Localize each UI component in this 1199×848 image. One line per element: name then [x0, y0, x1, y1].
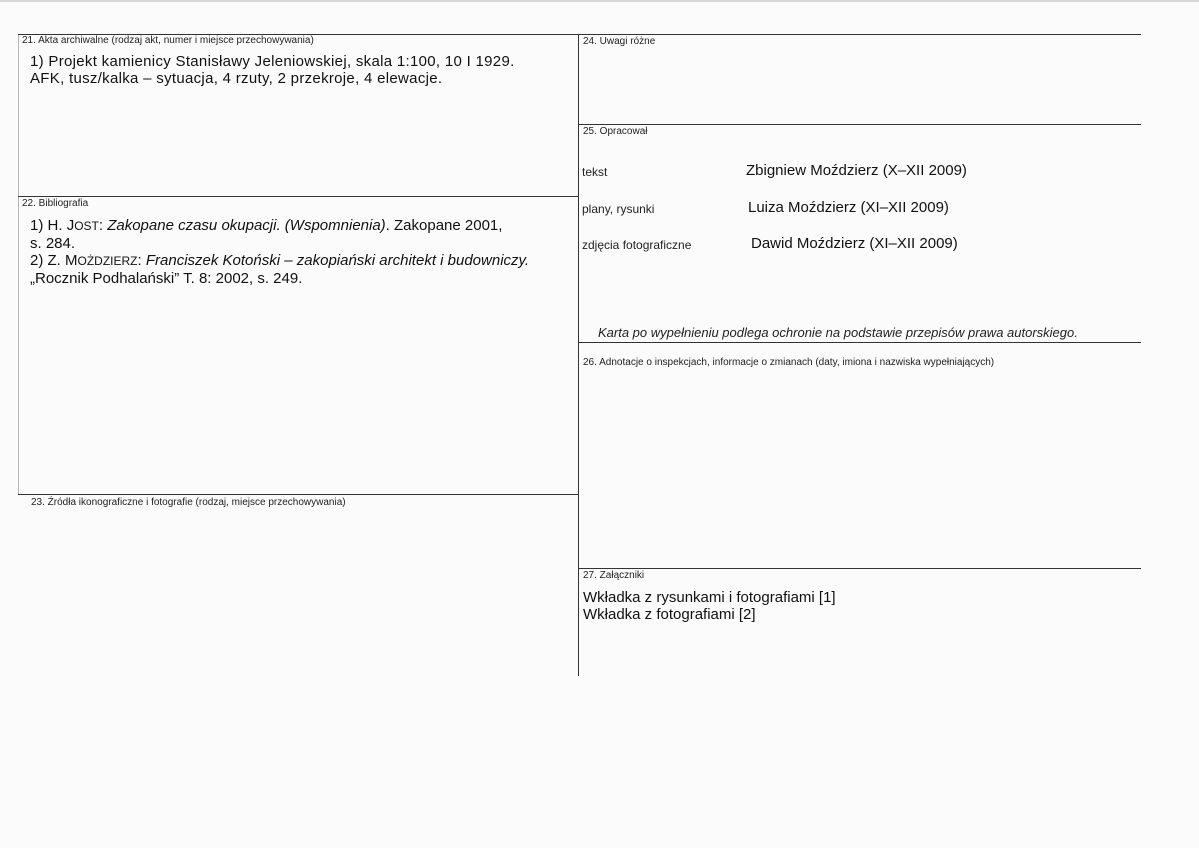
section21-line1: 1) Projekt kamienicy Stanisławy Jeleniowskiej, skala 1:100, 10 I 1929. — [30, 53, 515, 70]
section26-label: 26. Adnotacje o inspekcjach, informacje o zmianach (daty, imiona i nazwiska wypełniających) — [583, 357, 995, 368]
section21-line2: AFK, tusz/kalka – sytuacja, 4 rzuty, 2 przekroje, 4 elewacje. — [30, 70, 443, 87]
bibliography-entry-2 — [30, 252, 529, 270]
section24-label: 24. Uwagi różne — [583, 36, 656, 47]
author-row-label-drawings: plany, rysunki — [582, 202, 655, 216]
section27-label: 27. Załączniki — [583, 570, 645, 581]
section22-label: 22. Bibliografia — [22, 198, 89, 209]
divider-left-edge — [18, 34, 19, 494]
divider-section26 — [578, 342, 1141, 343]
divider-section23 — [18, 494, 578, 495]
bibliography-entry-1 — [30, 217, 502, 235]
scan-edge — [0, 0, 1199, 2]
entry2-prefix: 2) Z. — [30, 252, 66, 269]
bibliography-entry-1-line2: s. 284. — [30, 235, 76, 252]
section23-label: 23. Źródła ikonograficzne i fotografie (rodzaj, miejsce przechowywania) — [31, 497, 346, 508]
bibliography-entry-2-line2: „Rocznik Podhalański” T. 8: 2002, s. 249. — [30, 270, 303, 287]
divider-section22 — [18, 196, 578, 197]
divider-section25 — [578, 124, 1141, 125]
divider-center-vertical — [578, 34, 579, 676]
entry1-rest: . Zakopane 2001, — [385, 217, 503, 234]
author-row-label-photos: zdjęcia fotograficzne — [582, 238, 692, 252]
entry2-colon: : — [137, 252, 146, 269]
entry1-prefix: 1) H. — [30, 217, 67, 234]
entry1-author-small: OST — [74, 219, 99, 233]
entry1-author-cap: J — [66, 217, 75, 234]
author-row-value-photos: Dawid Moździerz (XI–XII 2009) — [751, 235, 958, 252]
copyright-note: Karta po wypełnieniu podlega ochronie na podstawie przepisów prawa autorskiego. — [598, 325, 1078, 340]
entry1-colon: : — [98, 217, 108, 234]
divider-top-right — [578, 34, 1141, 35]
entry2-author-cap: M — [65, 252, 78, 269]
entry2-title: Franciszek Kotoński – zakopiański architekt i budowniczy. — [145, 252, 530, 269]
author-row-value-text: Zbigniew Moździerz (X–XII 2009) — [746, 162, 967, 179]
entry2-author-small: OŻDZIERZ — [77, 254, 138, 268]
author-row-label-text: tekst — [582, 165, 608, 179]
attachment-item-1: Wkładka z rysunkami i fotografiami [1] — [583, 589, 836, 606]
section21-label: 21. Akta archiwalne (rodzaj akt, numer i miejsce przechowywania) — [22, 35, 314, 46]
divider-section27 — [578, 568, 1141, 569]
section25-label: 25. Opracował — [583, 126, 648, 137]
attachment-item-2: Wkładka z fotografiami [2] — [583, 606, 756, 623]
author-row-value-drawings: Luiza Moździerz (XI–XII 2009) — [748, 199, 949, 216]
entry1-title: Zakopane czasu okupacji. (Wspomnienia) — [107, 217, 386, 234]
